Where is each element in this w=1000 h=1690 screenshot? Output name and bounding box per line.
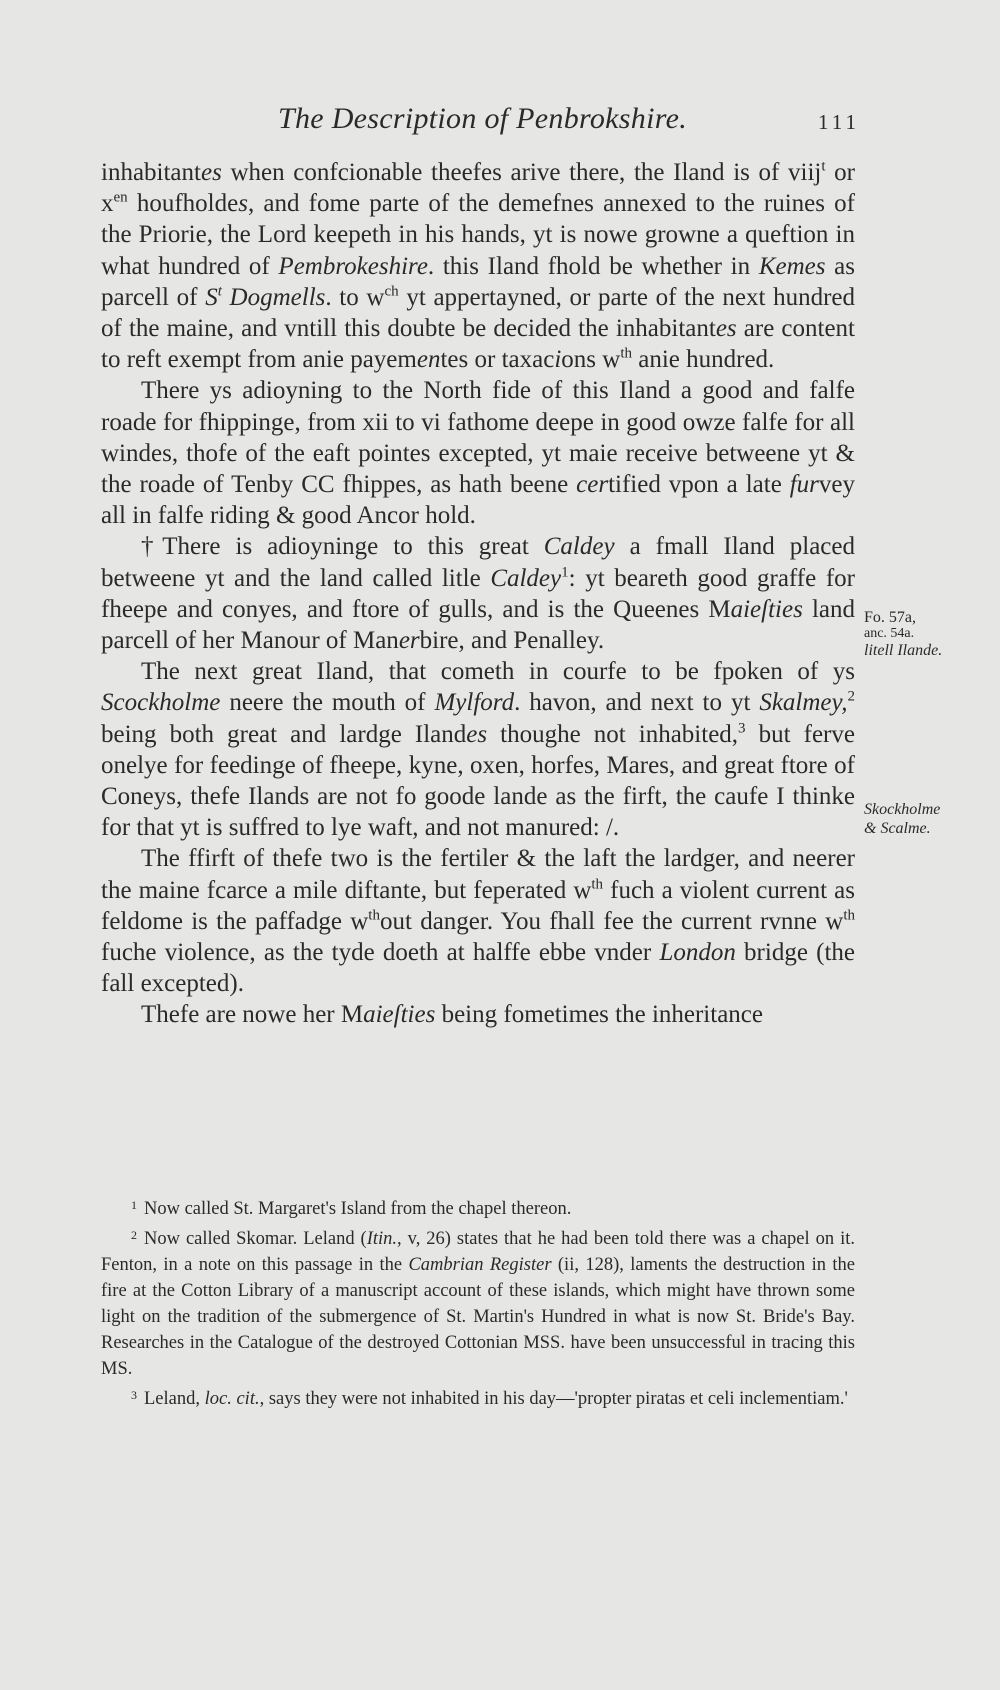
superscript: th — [620, 345, 632, 362]
italic-run: Scockholme — [101, 689, 221, 717]
italic-run: Caldey — [543, 533, 615, 561]
italic-run: , — [841, 689, 848, 717]
superscript: ch — [384, 283, 399, 300]
footnote — [101, 1222, 855, 1382]
italic-run: es — [466, 720, 488, 748]
italic-run: t — [217, 283, 222, 300]
italic-run: aieſties — [730, 595, 803, 623]
paragraph: inhabitantes when confcionable theefes arive there, the Iland is of viij$^t$ or $x^{en}$ houfholdes, and fome parte of the demefnes annexed to the ruines of the Priorie, the Lord keepeth in his hands, yt is nowe growne a queftion in what hundred of Pembrokeshire. this Iland fhold be whether in Kemes as parcell of $S^t$ Dogmells. to $w^{ch}$ yt appertayned, or parte of the next hundred of the maine, and vntill this doubte be decided the inhabitantes are content to reft exempt from anie payementes or taxacions $w^{th}$ anie hundred. — [101, 158, 856, 374]
superscript: 2 — [847, 689, 855, 706]
superscript: th — [368, 907, 380, 924]
footnote-mark: 3 — [131, 1388, 137, 1402]
italic-run: cer — [576, 471, 609, 499]
superscript: th — [591, 876, 604, 893]
margin-note-line: litell Ilande. — [864, 642, 943, 659]
superscript: t — [821, 158, 826, 175]
paragraph: †There is adioyninge to this great Caldey a fmall Iland placed betweene yt and the land called litle Caldey$^1$: yt beareth good graffe for fheepe and conyes, and ftore of gulls, and is the Queenes Maieſties land parcell of her Manour of Manerbire, and Penalley. — [101, 533, 856, 655]
italic-run: i — [554, 346, 562, 374]
italic-run: Pembrokeshire — [278, 252, 428, 280]
paragraph: There ys adioyning to the North fide of this Iland a good and falfe roade for fhippinge, from xii to vi fathome deepe in good owze falfe for all windes, thofe of the eaft pointes excepted, yt maie receive betweene yt & the roade of Tenby CC fhippes, as hath beene certified vpon a late furvey all in falfe riding & good Ancor hold. — [101, 377, 855, 530]
italic-run: es — [715, 315, 737, 343]
italic-run: s — [238, 190, 248, 218]
margin-note-line: Skockholme — [864, 801, 941, 818]
italic-run: Dogmells — [229, 283, 326, 311]
footnote-text: Leland, loc. cit., says they were not inhabited in his day—'propter piratas et celi inclementiam.' — [144, 1389, 848, 1409]
running-head — [100, 102, 860, 138]
footnote — [101, 1192, 855, 1222]
italic-run: London — [659, 939, 736, 967]
body-text — [101, 157, 855, 1031]
footnote-mark: 1 — [131, 1198, 137, 1212]
italic-run: fur — [789, 471, 819, 499]
italic-run: Caldey — [490, 564, 562, 592]
margin-note-line: Fo. 57a, — [864, 609, 916, 626]
italic-run: S — [205, 283, 218, 311]
margin-note-line: & Scalme. — [864, 820, 931, 837]
superscript: 3 — [738, 720, 746, 737]
paragraph: The next great Iland, that cometh in courfe to be fpoken of ys Scockholme neere the mouth of Mylford. havon, and next to yt Skalmey,$^2$ being both great and lardge Ilandes thoughe not inhabited,$^3$ but ferve onelye for feedinge of fheepe, kyne, oxen, horfes, Mares, and great ftore of Coneys, thefe Ilands are not fo goode lande as the firft, the caufe I thinke for that yt is suffred to lye waft, and not manured: /. — [101, 658, 855, 842]
italic-run: Cambrian Register — [408, 1255, 552, 1275]
footnote — [101, 1382, 855, 1412]
italic-run: er — [398, 627, 420, 655]
superscript: th — [843, 907, 855, 924]
italic-run: loc. cit. — [204, 1389, 260, 1409]
superscript: 1 — [561, 564, 569, 581]
paragraph: The ffirft of thefe two is the fertiler & the laft the lardger, and neerer the maine fcarce a mile diftante, but feperated $w^{th}$ fuch a violent current as feldome is the paffadge $w^{th}out$ danger. You fhall fee the current rvnne $w^{th}$ fuche violence, as the tyde doeth at halffe ebbe vnder London bridge (the fall excepted). — [101, 845, 855, 998]
italic-run: Skalmey — [759, 689, 842, 717]
footnote-text: Now called Skomar. Leland (Itin., v, 26) states that he had been told there was a chapel on it. Fenton, in a note on this passage in the Cambrian Register (ii, 128), laments the destruction in the fire at the Cotton Library of a manuscript account of these islands, which might have thrown some light on the tradition of the submergence of St. Martin's Hundred in what is now St. Bride's Bay. Researches in the Catalogue of the destroyed Cottonian MSS. have been unsuccessful in tracing this MS. — [101, 1229, 856, 1379]
italic-run: es — [200, 159, 222, 186]
italic-run: Mylford — [434, 689, 515, 717]
paragraph: Thefe are nowe her Maieſties being fometimes the inheritance — [141, 1001, 763, 1029]
margin-note-line: anc. 54a. — [864, 626, 915, 641]
margin-note-skockholme — [864, 800, 974, 838]
superscript: en — [113, 189, 128, 206]
footnotes — [101, 1192, 855, 1412]
superscript — [218, 283, 222, 299]
page-number: 111 — [818, 110, 860, 134]
margin-note-folio — [864, 608, 974, 660]
footnote-text: Now called St. Margaret's Island from the chapel thereon. — [144, 1199, 572, 1219]
italic-run: Itin. — [366, 1229, 398, 1249]
italic-run: Kemes — [758, 252, 826, 280]
footnote-mark: 2 — [131, 1228, 137, 1242]
italic-run: en — [416, 346, 441, 374]
italic-run: aieſties — [363, 1001, 436, 1029]
running-title: The Description of Penbrokshire. — [278, 102, 687, 135]
